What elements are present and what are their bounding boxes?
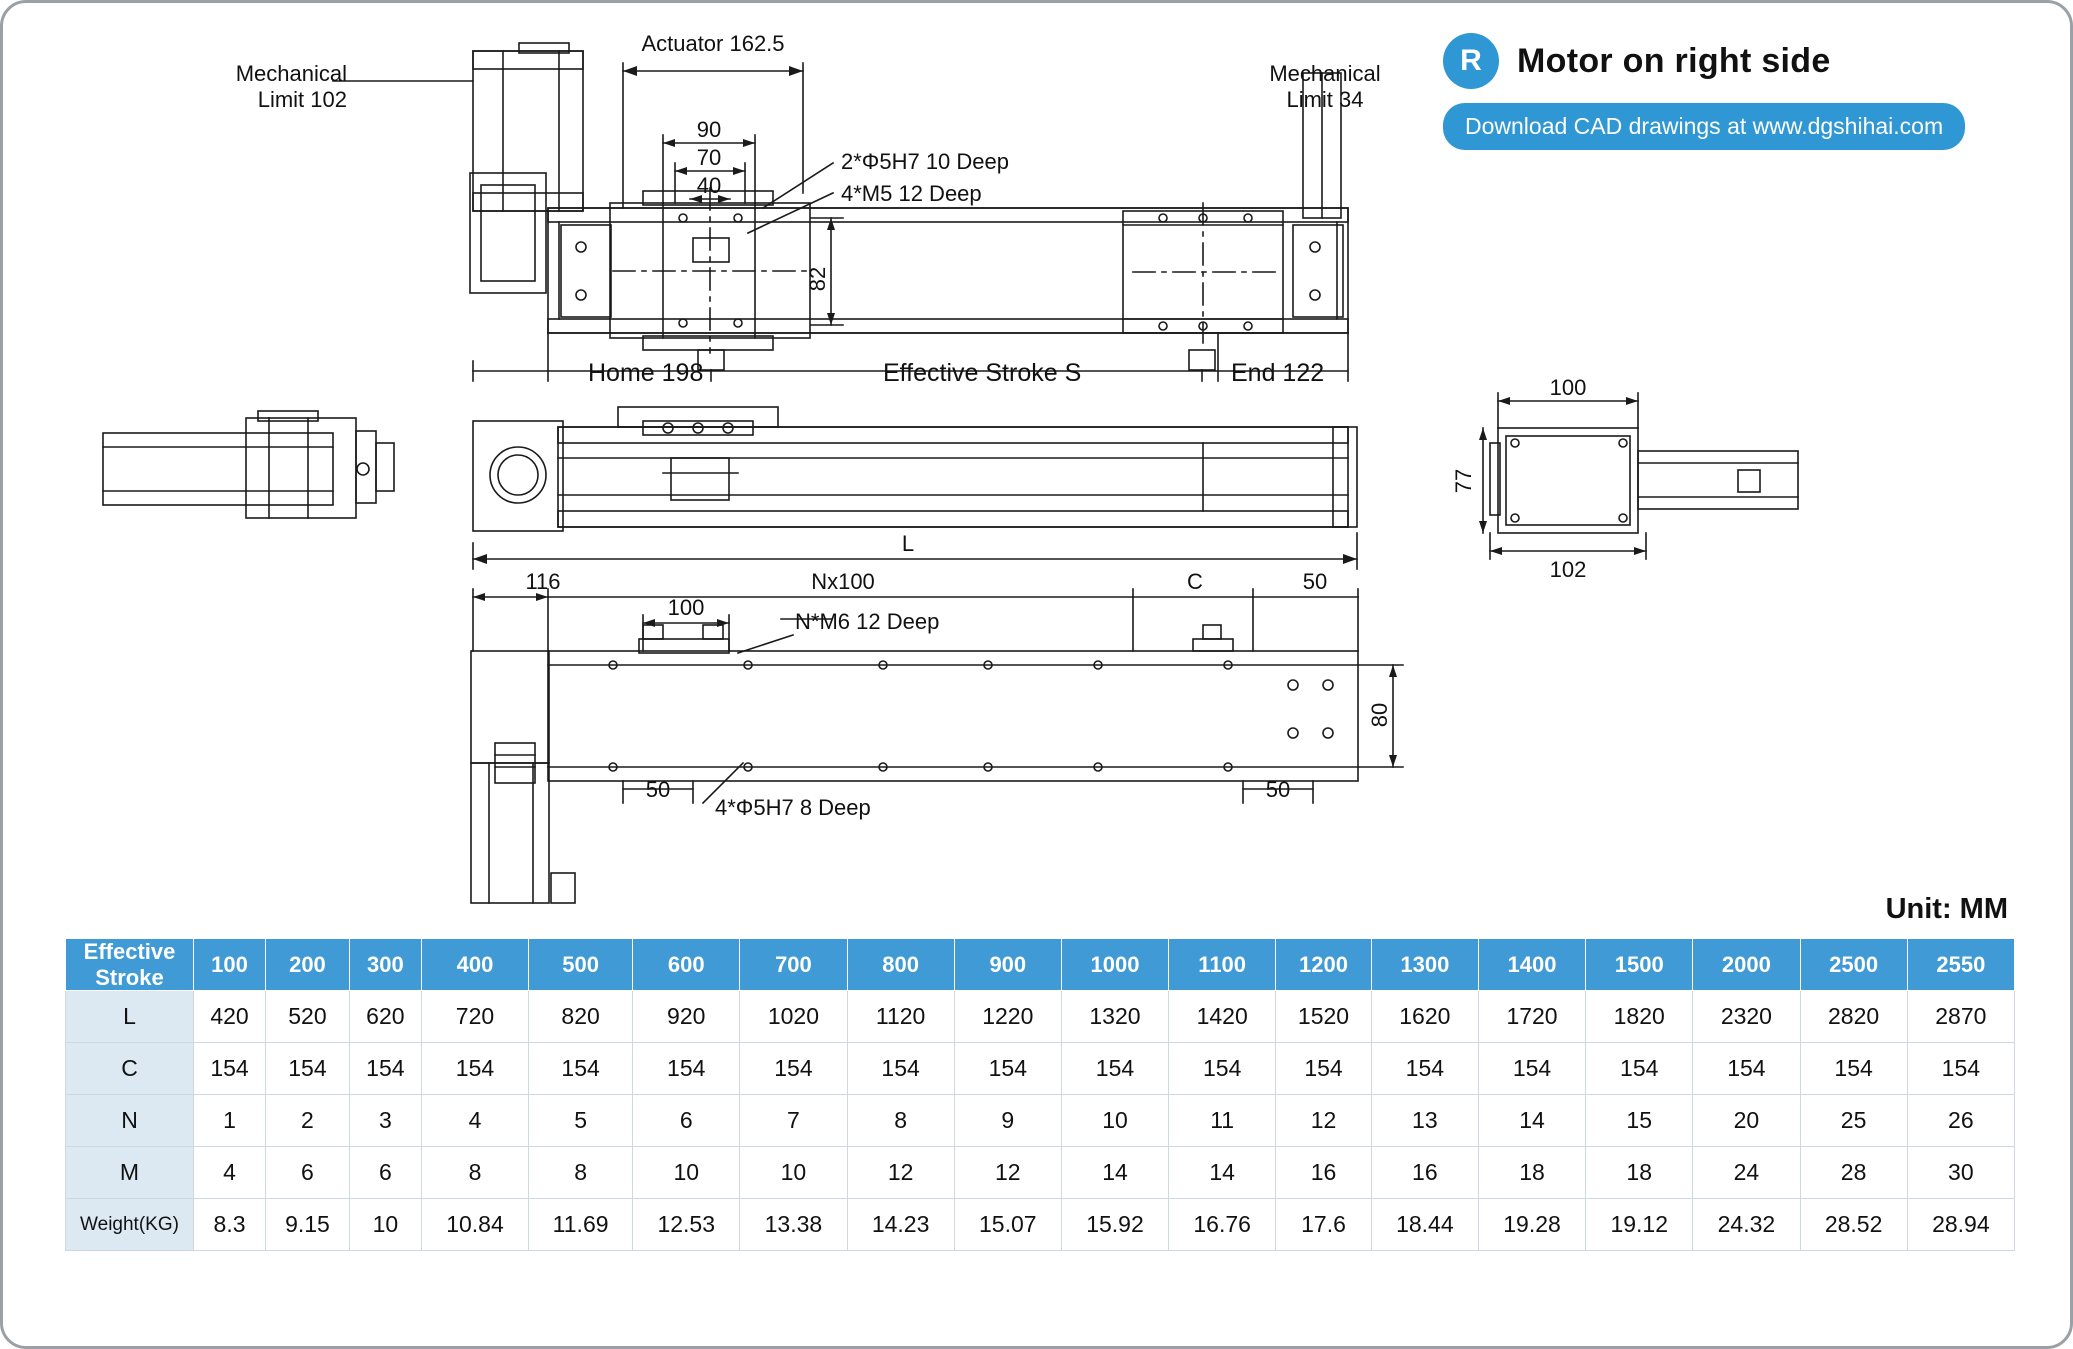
dim-section-100: 100 — [1549, 375, 1587, 400]
label-mech-limit-right-2: Limit 34 — [1286, 87, 1364, 112]
label-mech-limit-left-2: Limit 102 — [257, 87, 347, 112]
cell: 24.32 — [1693, 1199, 1800, 1251]
unit-note: Unit: MM — [1885, 893, 2008, 925]
note-threaded-holes-top: 4*M5 12 Deep — [841, 181, 982, 206]
cell: 154 — [1478, 1043, 1585, 1095]
dim-80: 80 — [1367, 702, 1392, 728]
column-header: 2500 — [1800, 939, 1907, 991]
dim-50-right-top: 50 — [1302, 569, 1328, 594]
column-header: 1200 — [1276, 939, 1371, 991]
column-header: 700 — [740, 939, 847, 991]
column-header: 1500 — [1586, 939, 1693, 991]
note-m6-holes: N*M6 12 Deep — [795, 609, 940, 634]
cell: 2 — [266, 1095, 350, 1147]
dim-50-left: 50 — [645, 777, 671, 802]
cell: 9.15 — [266, 1199, 350, 1251]
column-header: 400 — [421, 939, 528, 991]
row-label: N — [66, 1095, 194, 1147]
cell: 19.28 — [1478, 1199, 1585, 1251]
cell: 10.84 — [421, 1199, 528, 1251]
cell: 30 — [1907, 1147, 2014, 1199]
cell: 1220 — [954, 991, 1061, 1043]
cell: 18.44 — [1371, 1199, 1478, 1251]
column-header: 600 — [633, 939, 740, 991]
specification-table — [65, 938, 2015, 1251]
cell: 154 — [954, 1043, 1061, 1095]
cell: 13.38 — [740, 1199, 847, 1251]
motor-side-badge-icon: R — [1443, 33, 1499, 89]
cell: 1120 — [847, 991, 954, 1043]
cell: 8 — [847, 1095, 954, 1147]
cell: 18 — [1586, 1147, 1693, 1199]
cell: 154 — [529, 1043, 633, 1095]
cell: 19.12 — [1586, 1199, 1693, 1251]
cell: 420 — [194, 991, 266, 1043]
cell: 12.53 — [633, 1199, 740, 1251]
cell: 12 — [1276, 1095, 1371, 1147]
column-header: 500 — [529, 939, 633, 991]
cell: 154 — [421, 1043, 528, 1095]
cell: 16 — [1371, 1147, 1478, 1199]
column-header: 200 — [266, 939, 350, 991]
cell: 4 — [421, 1095, 528, 1147]
cell: 1520 — [1276, 991, 1371, 1043]
row-label: Weight(KG) — [66, 1199, 194, 1251]
cell: 16.76 — [1169, 1199, 1276, 1251]
cell: 11 — [1169, 1095, 1276, 1147]
column-header: 300 — [349, 939, 421, 991]
column-header: 900 — [954, 939, 1061, 991]
corner-label-line1: Effective — [83, 939, 176, 965]
cell: 9 — [954, 1095, 1061, 1147]
cell: 24 — [1693, 1147, 1800, 1199]
dim-L: L — [901, 531, 915, 556]
table-row — [66, 1147, 2015, 1199]
cell: 8 — [421, 1147, 528, 1199]
cell: 26 — [1907, 1095, 2014, 1147]
cell: 28.94 — [1907, 1199, 2014, 1251]
column-header: 100 — [194, 939, 266, 991]
dim-90: 90 — [696, 117, 722, 142]
column-header: 800 — [847, 939, 954, 991]
cell: 5 — [529, 1095, 633, 1147]
cell: 13 — [1371, 1095, 1478, 1147]
cell: 15.92 — [1061, 1199, 1168, 1251]
cell: 16 — [1276, 1147, 1371, 1199]
cell: 2320 — [1693, 991, 1800, 1043]
column-header: 1400 — [1478, 939, 1585, 991]
cell: 1320 — [1061, 991, 1168, 1043]
cell: 10 — [1061, 1095, 1168, 1147]
column-header: 2550 — [1907, 939, 2014, 991]
page-title: Motor on right side — [1517, 41, 1831, 80]
cell: 20 — [1693, 1095, 1800, 1147]
note-dowel-holes-top: 2*Φ5H7 10 Deep — [841, 149, 1009, 174]
column-header: 1100 — [1169, 939, 1276, 991]
label-effective-stroke: Effective Stroke S — [883, 359, 1082, 387]
cell: 1820 — [1586, 991, 1693, 1043]
cell: 1720 — [1478, 991, 1585, 1043]
cell: 14.23 — [847, 1199, 954, 1251]
cell: 154 — [1276, 1043, 1371, 1095]
cell: 6 — [633, 1095, 740, 1147]
table-row — [66, 1095, 2015, 1147]
cell: 154 — [1169, 1043, 1276, 1095]
label-end: End 122 — [1231, 359, 1325, 387]
cell: 1020 — [740, 991, 847, 1043]
cell: 7 — [740, 1095, 847, 1147]
dim-section-102: 102 — [1549, 557, 1587, 582]
cell: 154 — [266, 1043, 350, 1095]
dim-40: 40 — [696, 173, 722, 198]
dim-bottom-100: 100 — [667, 595, 705, 620]
cell: 154 — [194, 1043, 266, 1095]
label-mech-limit-left-1: Mechanical — [235, 61, 347, 86]
row-label: C — [66, 1043, 194, 1095]
cell: 14 — [1061, 1147, 1168, 1199]
technical-drawing — [3, 3, 2073, 943]
cell: 2870 — [1907, 991, 2014, 1043]
cell: 2820 — [1800, 991, 1907, 1043]
column-header: 1300 — [1371, 939, 1478, 991]
column-header: 1000 — [1061, 939, 1168, 991]
cell: 1 — [194, 1095, 266, 1147]
cell: 10 — [349, 1199, 421, 1251]
label-mech-limit-right-1: Mechanical — [1269, 61, 1381, 86]
table-row — [66, 1199, 2015, 1251]
cell: 10 — [740, 1147, 847, 1199]
dim-C: C — [1187, 569, 1203, 594]
cell: 154 — [349, 1043, 421, 1095]
corner-label-line2: Stroke — [95, 964, 164, 990]
column-header: 2000 — [1693, 939, 1800, 991]
cell: 8 — [529, 1147, 633, 1199]
dim-50-right: 50 — [1265, 777, 1291, 802]
cell: 154 — [1800, 1043, 1907, 1095]
cell: 1420 — [1169, 991, 1276, 1043]
cell: 14 — [1478, 1095, 1585, 1147]
note-dowel-holes-bottom: 4*Φ5H7 8 Deep — [715, 795, 871, 820]
cell: 154 — [1061, 1043, 1168, 1095]
table-header-row — [66, 939, 2015, 991]
cell: 14 — [1169, 1147, 1276, 1199]
table-row — [66, 1043, 2015, 1095]
cell: 154 — [847, 1043, 954, 1095]
cell: 520 — [266, 991, 350, 1043]
cell: 28.52 — [1800, 1199, 1907, 1251]
table-row — [66, 991, 2015, 1043]
cell: 920 — [633, 991, 740, 1043]
cell: 154 — [633, 1043, 740, 1095]
cell: 8.3 — [194, 1199, 266, 1251]
cell: 154 — [740, 1043, 847, 1095]
cad-download-button[interactable]: Download CAD drawings at www.dgshihai.com — [1443, 103, 1965, 150]
cell: 6 — [266, 1147, 350, 1199]
label-home: Home 198 — [588, 359, 704, 387]
cell: 720 — [421, 991, 528, 1043]
cell: 17.6 — [1276, 1199, 1371, 1251]
dim-nx100: Nx100 — [811, 569, 875, 594]
cell: 154 — [1693, 1043, 1800, 1095]
cell: 4 — [194, 1147, 266, 1199]
cell: 154 — [1371, 1043, 1478, 1095]
cell: 11.69 — [529, 1199, 633, 1251]
cell: 28 — [1800, 1147, 1907, 1199]
table-corner-header — [66, 939, 194, 991]
cell: 154 — [1907, 1043, 2014, 1095]
dim-70: 70 — [696, 145, 722, 170]
row-label: L — [66, 991, 194, 1043]
cell: 154 — [1586, 1043, 1693, 1095]
label-actuator: Actuator 162.5 — [641, 31, 785, 56]
dim-82: 82 — [805, 266, 830, 292]
dim-section-77: 77 — [1451, 468, 1476, 494]
cell: 6 — [349, 1147, 421, 1199]
row-label: M — [66, 1147, 194, 1199]
cell: 12 — [954, 1147, 1061, 1199]
cell: 620 — [349, 991, 421, 1043]
cell: 12 — [847, 1147, 954, 1199]
cell: 15.07 — [954, 1199, 1061, 1251]
cell: 18 — [1478, 1147, 1585, 1199]
cell: 3 — [349, 1095, 421, 1147]
cell: 1620 — [1371, 991, 1478, 1043]
cell: 10 — [633, 1147, 740, 1199]
dim-116: 116 — [525, 569, 561, 594]
cell: 15 — [1586, 1095, 1693, 1147]
cell: 820 — [529, 991, 633, 1043]
cell: 25 — [1800, 1095, 1907, 1147]
